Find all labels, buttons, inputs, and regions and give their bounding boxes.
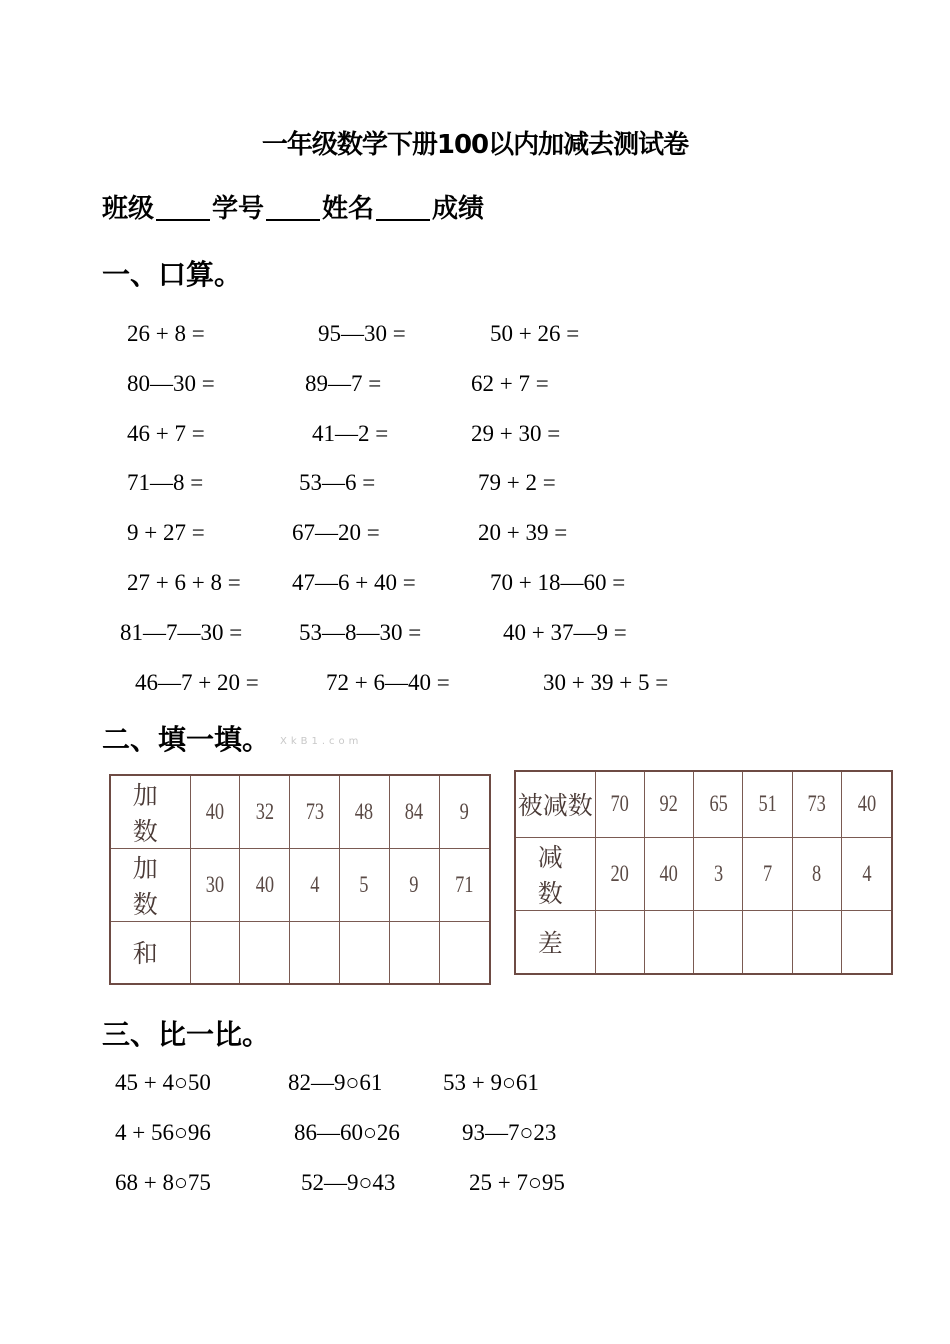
difference-answer-cell[interactable] bbox=[743, 910, 792, 974]
addend1-cell: 48 bbox=[344, 775, 384, 849]
subtrahend-cell: 8 bbox=[797, 837, 836, 910]
problem: 72 + 6—40 = bbox=[326, 670, 450, 695]
problem-row bbox=[0, 620, 950, 650]
id-blank[interactable] bbox=[266, 193, 320, 221]
sum-answer-cell[interactable] bbox=[439, 922, 490, 984]
compare-row bbox=[0, 1120, 950, 1150]
problem: 79 + 2 = bbox=[478, 470, 556, 495]
name-label: 姓名 bbox=[322, 194, 375, 224]
addend1-cell: 40 bbox=[195, 775, 235, 849]
subtrahend-cell: 7 bbox=[748, 837, 787, 910]
sum-label: 和 bbox=[110, 922, 190, 984]
compare-row bbox=[0, 1070, 950, 1100]
compare-problem[interactable]: 52—9○43 bbox=[301, 1170, 396, 1195]
problem: 53—6 = bbox=[299, 470, 376, 495]
minuend-cell: 40 bbox=[847, 771, 887, 837]
addend1-cell: 73 bbox=[295, 775, 335, 849]
score-label: 成绩 bbox=[432, 194, 485, 224]
addend1-cell: 32 bbox=[245, 775, 285, 849]
section3-heading: 三、比一比。 bbox=[102, 1018, 271, 1051]
problem: 9 + 27 = bbox=[127, 520, 205, 545]
problem: 53—8—30 = bbox=[299, 620, 422, 645]
sum-answer-cell[interactable] bbox=[339, 922, 389, 984]
problem: 80—30 = bbox=[127, 371, 215, 396]
addend1-cell: 84 bbox=[394, 775, 434, 849]
difference-answer-cell[interactable] bbox=[842, 910, 892, 974]
minuend-cell: 51 bbox=[748, 771, 787, 837]
page-title: 一年级数学下册100以内加减去测试卷 bbox=[261, 130, 689, 160]
subtrahend-label: 减 数 bbox=[515, 837, 595, 910]
compare-row bbox=[0, 1170, 950, 1200]
addition-table bbox=[109, 774, 491, 985]
problem: 81—7—30 = bbox=[120, 620, 243, 645]
subtrahend-cell: 3 bbox=[699, 837, 738, 910]
difference-answer-cell[interactable] bbox=[694, 910, 743, 974]
compare-problem[interactable]: 45 + 4○50 bbox=[115, 1070, 211, 1095]
compare-problem[interactable]: 68 + 8○75 bbox=[115, 1170, 211, 1195]
problem: 40 + 37—9 = bbox=[503, 620, 627, 645]
problem: 29 + 30 = bbox=[471, 421, 561, 446]
addend2-cell: 71 bbox=[444, 849, 485, 922]
compare-problem[interactable]: 25 + 7○95 bbox=[469, 1170, 565, 1195]
sum-answer-cell[interactable] bbox=[190, 922, 240, 984]
problem: 47—6 + 40 = bbox=[292, 570, 416, 595]
difference-answer-cell[interactable] bbox=[644, 910, 693, 974]
minuend-cell: 70 bbox=[600, 771, 639, 837]
difference-answer-cell[interactable] bbox=[792, 910, 841, 974]
problem-row bbox=[0, 470, 950, 500]
addend2-cell: 30 bbox=[195, 849, 235, 922]
sum-answer-cell[interactable] bbox=[389, 922, 439, 984]
problem-row bbox=[0, 520, 950, 550]
problem: 20 + 39 = bbox=[478, 520, 568, 545]
compare-problem[interactable]: 53 + 9○61 bbox=[443, 1070, 539, 1095]
problem: 27 + 6 + 8 = bbox=[127, 570, 241, 595]
addend2-cell: 40 bbox=[245, 849, 285, 922]
problem: 71—8 = bbox=[127, 470, 204, 495]
problem: 50 + 26 = bbox=[490, 321, 580, 346]
problem-row bbox=[0, 570, 950, 600]
subtrahend-cell: 20 bbox=[600, 837, 639, 910]
name-blank[interactable] bbox=[376, 193, 430, 221]
compare-problem[interactable]: 86—60○26 bbox=[294, 1120, 400, 1145]
problem-row bbox=[0, 321, 950, 351]
section2-heading-text: 二、填一填。 bbox=[102, 723, 271, 756]
minuend-cell: 73 bbox=[797, 771, 836, 837]
sum-answer-cell[interactable] bbox=[240, 922, 290, 984]
problem: 70 + 18—60 = bbox=[490, 570, 626, 595]
addend1-cell: 9 bbox=[444, 775, 485, 849]
student-info bbox=[102, 188, 484, 225]
class-blank[interactable] bbox=[156, 193, 210, 221]
problem: 89—7 = bbox=[305, 371, 382, 396]
addend1-label: 加 数 bbox=[110, 775, 190, 849]
difference-label: 差 bbox=[515, 910, 595, 974]
problem: 26 + 8 = bbox=[127, 321, 205, 346]
class-label: 班级 bbox=[102, 194, 155, 224]
problem: 62 + 7 = bbox=[471, 371, 549, 396]
difference-answer-cell[interactable] bbox=[595, 910, 644, 974]
problem: 30 + 39 + 5 = bbox=[543, 670, 669, 695]
problem: 46 + 7 = bbox=[127, 421, 205, 446]
addend2-cell: 5 bbox=[344, 849, 384, 922]
minuend-cell: 65 bbox=[699, 771, 738, 837]
id-label: 学号 bbox=[212, 194, 265, 224]
section2-heading bbox=[102, 718, 362, 758]
subtrahend-cell: 40 bbox=[649, 837, 688, 910]
problem-row bbox=[0, 371, 950, 401]
watermark: XkB1.com bbox=[280, 735, 363, 747]
addend2-cell: 9 bbox=[394, 849, 434, 922]
compare-problem[interactable]: 82—9○61 bbox=[288, 1070, 383, 1095]
problem: 46—7 + 20 = bbox=[135, 670, 259, 695]
minuend-cell: 92 bbox=[649, 771, 688, 837]
problem: 95—30 = bbox=[318, 321, 406, 346]
section1-heading: 一、口算。 bbox=[102, 258, 243, 291]
minuend-label: 被减数 bbox=[515, 771, 595, 837]
addend2-cell: 4 bbox=[295, 849, 335, 922]
problem: 41—2 = bbox=[312, 421, 389, 446]
subtraction-table bbox=[514, 770, 893, 975]
problem-row bbox=[0, 421, 950, 451]
subtrahend-cell: 4 bbox=[847, 837, 887, 910]
sum-answer-cell[interactable] bbox=[290, 922, 340, 984]
problem-row bbox=[0, 670, 950, 700]
compare-problem[interactable]: 93—7○23 bbox=[462, 1120, 557, 1145]
problem: 67—20 = bbox=[292, 520, 380, 545]
addend2-label: 加 数 bbox=[110, 849, 190, 922]
compare-problem[interactable]: 4 + 56○96 bbox=[115, 1120, 211, 1145]
